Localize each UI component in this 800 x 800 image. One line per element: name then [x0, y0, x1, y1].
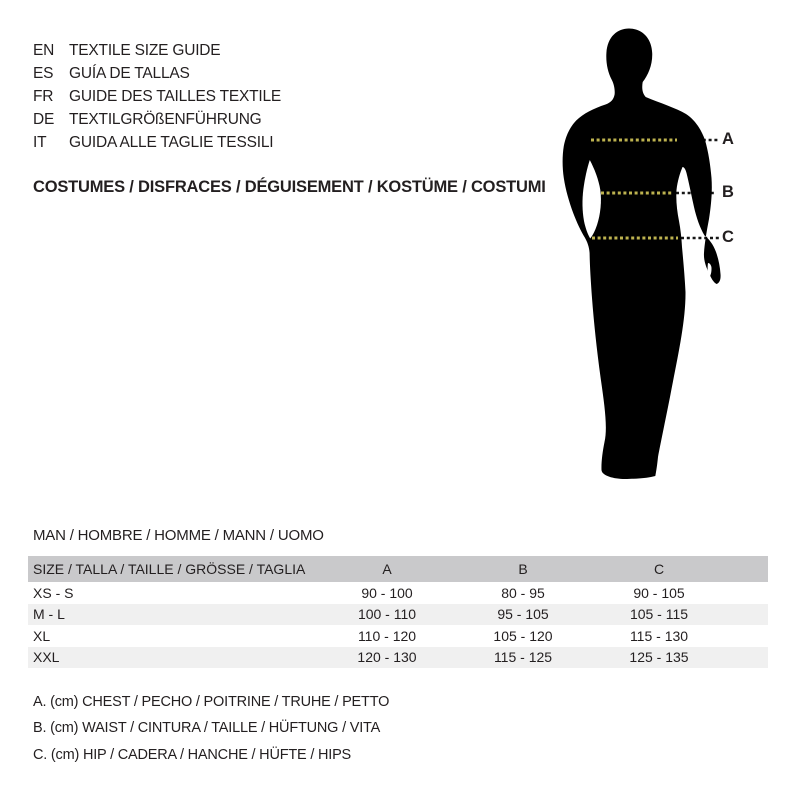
- waist-cell: 105 - 120: [493, 627, 553, 644]
- section-title-man: MAN / HOMBRE / HOMME / MANN / UOMO: [33, 527, 324, 544]
- language-title: GUIDA ALLE TAGLIE TESSILI: [69, 133, 274, 151]
- size-cell: XL: [33, 627, 51, 644]
- table-row: [28, 625, 768, 647]
- language-code: DE: [33, 110, 55, 128]
- chest-cell: 100 - 110: [357, 606, 417, 623]
- language-row-it: [33, 131, 281, 154]
- language-row-es: [33, 62, 281, 85]
- language-row-en: [33, 39, 281, 62]
- col-header-a: A: [382, 561, 392, 577]
- hip-cell: 105 - 115: [629, 606, 689, 623]
- size-table: [28, 556, 768, 668]
- language-code: IT: [33, 133, 47, 151]
- table-row: [28, 582, 768, 604]
- language-row-fr: [33, 85, 281, 108]
- language-title: TEXTILE SIZE GUIDE: [69, 41, 221, 59]
- chest-line-label: A: [722, 130, 734, 148]
- col-header-b: B: [518, 561, 528, 577]
- hip-cell: 90 - 105: [633, 584, 685, 601]
- language-title: GUIDE DES TAILLES TEXTILE: [69, 87, 282, 105]
- language-code: FR: [33, 87, 54, 105]
- table-row: [28, 647, 768, 669]
- size-cell: XXL: [33, 649, 60, 666]
- category-line: COSTUMES / DISFRACES / DÉGUISEMENT / KOSTÜME / COSTUMI: [33, 178, 546, 196]
- chest-cell: 90 - 100: [361, 584, 413, 601]
- size-table-header: [28, 556, 768, 582]
- legend-hip: C. (cm) HIP / CADERA / HANCHE / HÜFTE / HIPS: [33, 746, 352, 763]
- col-header-c: C: [653, 561, 665, 577]
- size-cell: XS - S: [33, 584, 74, 601]
- waist-cell: 115 - 125: [493, 649, 553, 666]
- language-title-list: [33, 39, 281, 154]
- hip-line-label: C: [722, 228, 734, 246]
- measurement-figure: [545, 20, 745, 520]
- waist-cell: 80 - 95: [501, 584, 545, 601]
- waist-line-label: B: [722, 183, 734, 201]
- language-row-de: [33, 108, 281, 131]
- language-code: EN: [33, 41, 55, 59]
- language-title: TEXTILGRÖßENFÜHRUNG: [69, 110, 262, 128]
- language-title: GUÍA DE TALLAS: [69, 64, 190, 82]
- hip-cell: 115 - 130: [629, 627, 689, 644]
- col-header-size: SIZE / TALLA / TAILLE / GRÖSSE / TAGLIA: [33, 561, 306, 577]
- chest-cell: 120 - 130: [357, 649, 417, 666]
- chest-cell: 110 - 120: [357, 627, 417, 644]
- measurement-legend: [33, 689, 389, 768]
- silhouette-body: [563, 29, 721, 480]
- man-silhouette: [545, 20, 745, 520]
- legend-waist: B. (cm) WAIST / CINTURA / TAILLE / HÜFTUNG / VITA: [33, 720, 381, 737]
- legend-chest: A. (cm) CHEST / PECHO / POITRINE / TRUHE / PETTO: [33, 694, 390, 711]
- waist-cell: 95 - 105: [497, 606, 549, 623]
- language-code: ES: [33, 64, 54, 82]
- table-row: [28, 604, 768, 626]
- hip-cell: 125 - 135: [629, 649, 689, 666]
- size-cell: M - L: [33, 606, 65, 623]
